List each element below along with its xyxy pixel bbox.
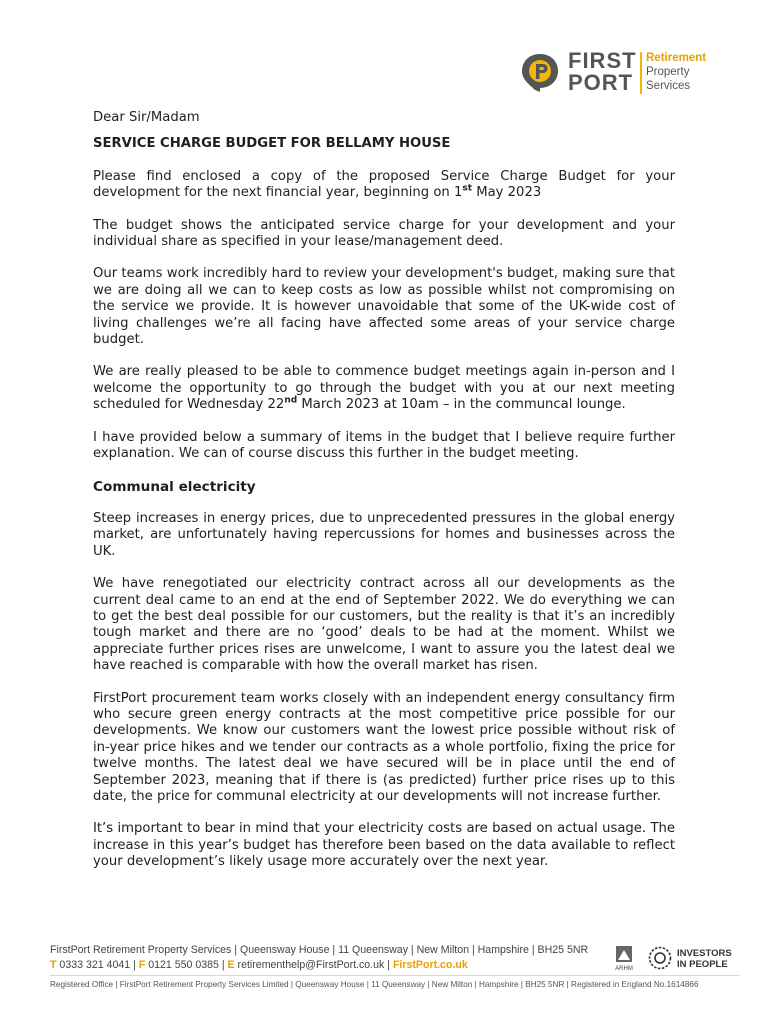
phone-label: T: [50, 959, 57, 971]
footer-registered-office: Registered Office | FirstPort Retirement Property Services Limited | Queensway House | 11 Queensway | New Milton | Hampshire | BH25 5NR | Registered in England No.1614866: [50, 980, 699, 989]
logo-retirement-text: Retirement: [646, 52, 707, 64]
section-heading-communal-electricity: Communal electricity: [93, 478, 256, 495]
paragraph-usage: It’s important to bear in mind that your electricity costs are based on actual usage. The increase in this year’s budget has therefore been based on the data available to reflect your development’s likely usage more accurately over the next year.: [93, 821, 675, 870]
fax-label: F: [138, 959, 146, 971]
iip-line-2: IN PEOPLE: [677, 959, 728, 970]
arhm-label: ARHM: [615, 966, 633, 972]
firstport-pin-icon: [520, 52, 560, 92]
paragraph-summary: I have provided below a summary of items in the budget that I believe require further explanation. We can of course discuss this further in the budget meeting.: [93, 429, 675, 462]
logo-first-text: FIRST: [568, 48, 637, 73]
ordinal-suffix: nd: [284, 395, 298, 406]
iip-line-1: INVESTORS: [677, 948, 732, 959]
paragraph-intro-text: Please find enclosed a copy of the proposed Service Charge Budget for your development for the next financial year, beginning on 1: [93, 168, 675, 201]
footer-address: FirstPort Retirement Property Services | Queensway House | 11 Queensway | New Milton | Hampshire | BH25 5NR: [50, 944, 589, 956]
logo-property-text: Property: [646, 66, 690, 78]
paragraph-meeting: [93, 364, 675, 413]
paragraph-procurement: FirstPort procurement team works closely with an independent energy consultancy firm who secure green energy contracts at the most competitive price possible for our developments. We know our customers want the lowest price possible without risk of in-year price hikes and we tender our contracts as a whole portfolio, fixing the price for twelve months. The latest deal we have secured will be in place until the end of September 2023, meaning that if there is (as predicted) further price rises up to this date, the price for communal electricity at our developments will not increase further.: [93, 690, 675, 804]
paragraph-renegotiated: We have renegotiated our electricity contract across all our developments as the current deal came to an end at the end of September 2022. We do everything we can to get the best deal possible for our customers, but the reality is that it’s an incredibly tough market and there are no ‘good’ deals to be had at the moment. Whilst we appreciate further prices rises are unwelcome, I want to assure you the latest deal we have reached is comparable with how the overall market has risen.: [93, 576, 675, 674]
paragraph-budget-share: The budget shows the anticipated service charge for your development and your individual share as specified in your lease/management deed.: [93, 217, 675, 250]
email-label: E: [227, 959, 235, 971]
paragraph-teams: Our teams work incredibly hard to review your development's budget, making sure that we are doing all we can to keep costs as low as possible whilst not compromising on the service we provide. It is however unavoidable that some of the UK-wide cost of living challenges we’re all facing have affected some areas of your service charge budget.: [93, 266, 675, 348]
paragraph-intro-date: May 2023: [472, 185, 542, 201]
logo-services-text: Services: [646, 80, 691, 92]
ordinal-suffix: st: [462, 183, 473, 194]
logo-divider: [640, 52, 642, 94]
paragraph-energy-prices: Steep increases in energy prices, due to unprecedented pressures in the global energy market, are unfortunately having repercussions for homes and businesses across the UK.: [93, 510, 675, 559]
letter-body: [93, 110, 675, 887]
email-address: retirementhelp@FirstPort.co.uk |: [234, 959, 393, 971]
phone-number: 0333 321 4041 |: [56, 959, 139, 971]
paragraph-intro: [93, 169, 675, 202]
firstport-logo: [520, 50, 730, 98]
footer-contacts: [50, 959, 468, 971]
letter-heading: SERVICE CHARGE BUDGET FOR BELLAMY HOUSE: [93, 136, 451, 152]
paragraph-meeting-date: March 2023 at 10am – in the communcal lounge.: [297, 397, 626, 413]
fax-number: 0121 550 0385 |: [145, 959, 228, 971]
logo-port-text: PORT: [568, 70, 634, 95]
website-link[interactable]: FirstPort.co.uk: [392, 959, 468, 971]
investors-in-people-label: [677, 948, 732, 970]
paragraph-meeting-text: We are really pleased to be able to commence budget meetings again in-person and I welcome the opportunity to go through the budget with you at our next meeting scheduled for Wednesday 22: [93, 364, 675, 413]
footer-divider: [50, 975, 740, 976]
salutation: Dear Sir/Madam: [93, 110, 200, 125]
investors-in-people-icon: [648, 946, 672, 970]
